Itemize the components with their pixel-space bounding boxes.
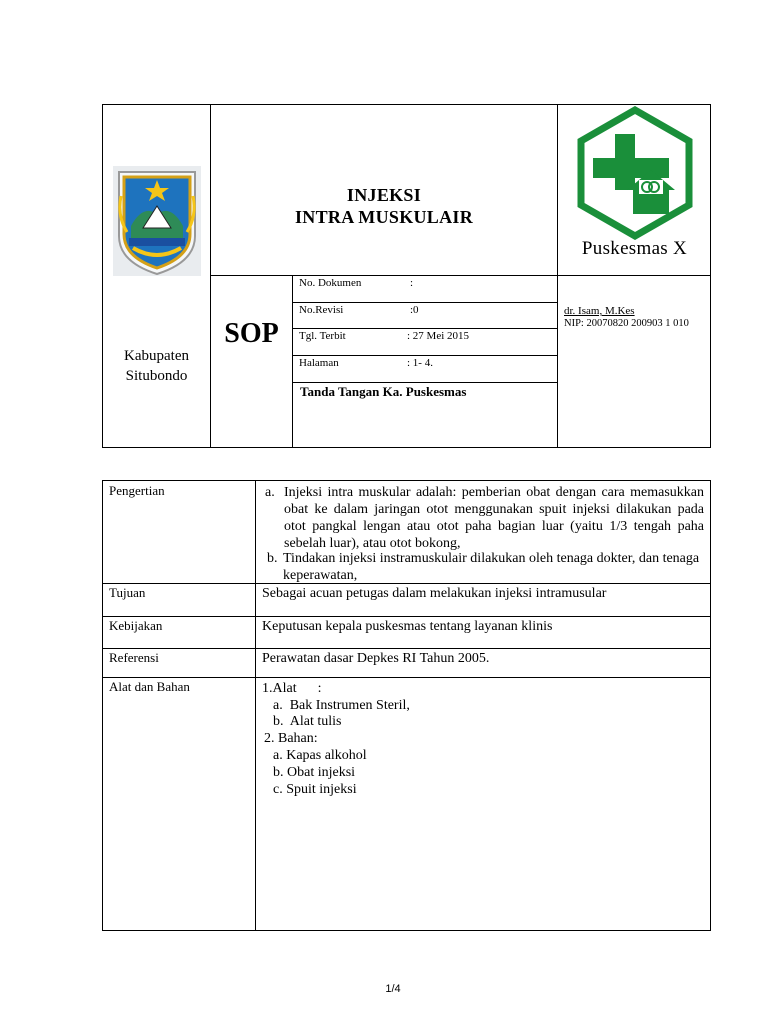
kabupaten-emblem-icon: [113, 166, 201, 276]
region-line-2: Situbondo: [125, 368, 188, 384]
page-number: 1/4: [385, 983, 401, 995]
kebijakan-text: Keputusan kepala puskesmas tentang layanan klinis: [262, 619, 553, 634]
divider: [557, 104, 558, 448]
alat-item: a. Bak Instrumen Steril,: [273, 698, 410, 713]
row-label-tujuan: Tujuan: [109, 585, 146, 600]
row-label-pengertian: Pengertian: [109, 483, 165, 498]
doc-row-value: :0: [410, 304, 419, 316]
divider: [210, 104, 211, 448]
row-label-alat: Alat dan Bahan: [109, 679, 190, 694]
signer-nip: NIP: 20070820 200903 1 010: [564, 318, 689, 329]
divider: [102, 648, 711, 649]
row-label-referensi: Referensi: [109, 650, 159, 665]
doc-row-value: :: [410, 277, 414, 289]
divider: [292, 302, 557, 303]
divider: [210, 275, 711, 276]
bahan-heading: 2. Bahan:: [264, 731, 318, 746]
doc-row-value: : 1- 4.: [407, 357, 433, 369]
title-line-1: INJEKSI: [346, 185, 422, 205]
referensi-text: Perawatan dasar Depkes RI Tahun 2005.: [262, 651, 490, 666]
divider: [292, 328, 557, 329]
signature-label: Tanda Tangan Ka. Puskesmas: [300, 384, 467, 399]
title-line-2: INTRA MUSKULAIR: [294, 207, 474, 227]
alat-item: b. Alat tulis: [273, 714, 342, 729]
clinic-name: Puskesmas X: [581, 238, 688, 259]
pengertian-marker-a: a.: [265, 485, 275, 500]
puskesmas-logo-icon: [575, 106, 695, 240]
tujuan-text: Sebagai acuan petugas dalam melakukan injeksi intramusular: [262, 586, 607, 601]
doc-row-label: No.Revisi: [299, 304, 344, 316]
sop-label: SOP: [224, 318, 279, 349]
pengertian-text-b: Tindakan injeksi instramuskulair dilakukan oleh tenaga dokter, dan tenaga keperawatan,: [283, 551, 700, 583]
bahan-item: a. Kapas alkohol: [273, 748, 367, 763]
doc-row-label: No. Dokumen: [299, 277, 362, 289]
bahan-item: c. Spuit injeksi: [273, 782, 357, 797]
alat-heading: 1.Alat :: [262, 681, 322, 696]
region-name: [103, 346, 210, 386]
pengertian-text-a: Injeksi intra muskular adalah: pemberian obat dengan cara memasukkan obat ke dalam jaringan otot menggunakan spuit injeksi dilakukan pada otot pangkal lengan atau otot paha bagian luar (yaitu 1/3 tengah paha sebelah luar), atau otot bokong,: [284, 485, 704, 551]
bahan-item: b. Obat injeksi: [273, 765, 356, 780]
pengertian-marker-b: b.: [267, 551, 278, 566]
divider: [102, 677, 711, 678]
doc-row-value: : 27 Mei 2015: [407, 330, 470, 342]
divider: [292, 355, 557, 356]
region-line-1: Kabupaten: [124, 348, 189, 364]
document-title: [211, 184, 557, 228]
divider: [292, 275, 293, 448]
signer-name: dr. Isam, M.Kes: [564, 305, 635, 317]
doc-row-label: Halaman: [299, 357, 339, 369]
divider: [255, 480, 256, 931]
divider: [292, 382, 557, 383]
doc-row-label: Tgl. Terbit: [299, 330, 346, 342]
row-label-kebijakan: Kebijakan: [109, 618, 163, 633]
divider: [102, 616, 711, 617]
